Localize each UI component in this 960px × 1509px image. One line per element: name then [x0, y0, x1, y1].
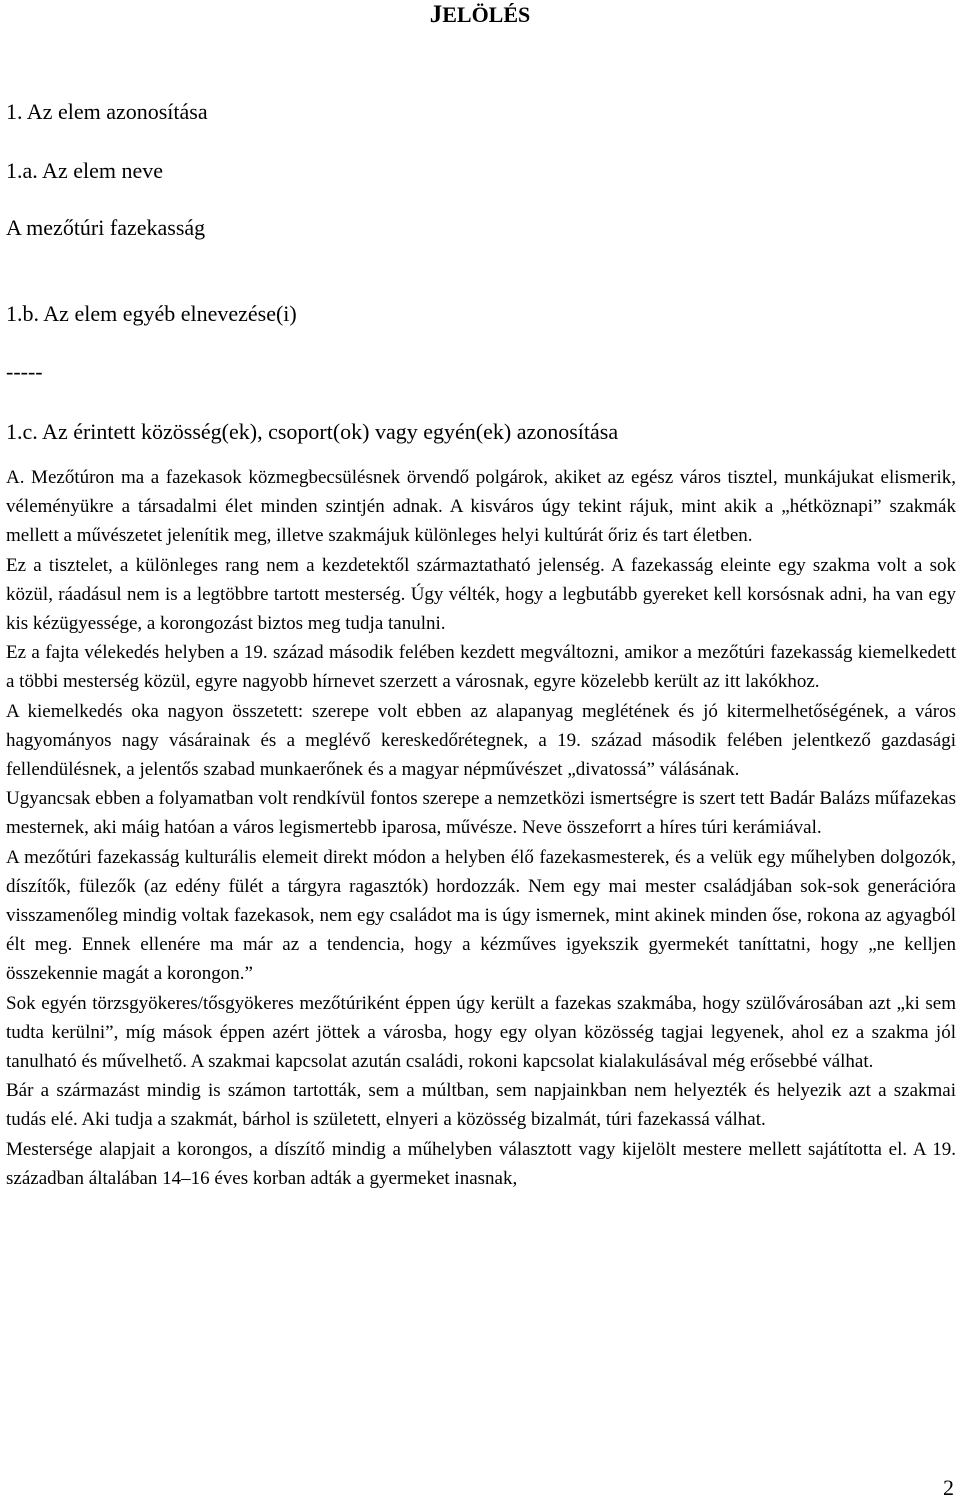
paragraph: A. Mezőtúron ma a fazekasok közmegbecsülésnek örvendő polgárok, akiket az egész város tisztel, munkájukat elismerik, véleményükre a társadalmi élet minden szintjén adnak. A kisváros úgy tekint rájuk, mint akik a „hétköznapi” szakmák mellett a művészetet jelenítik meg, illetve szakmájuk különleges helyi kultúrát őriz és tart életben.: [6, 467, 956, 547]
section-heading-1a: 1.a. Az elem neve: [6, 158, 163, 183]
page-number: 2: [943, 1475, 954, 1500]
element-name: A mezőtúri fazekasság: [6, 215, 206, 240]
paragraph: Ez a fajta vélekedés helyben a 19. század második felében kezdett megváltozni, amikor a mezőtúri fazekasság kiemelkedett a többi mesterség közül, egyre nagyobb hírnevet szerzett a városnak, egyre közelebb került az itt lakókhoz.: [6, 642, 956, 693]
section-heading-1c: 1.c. Az érintett közösség(ek), csoport(ok) vagy egyén(ek) azonosítása: [6, 419, 619, 444]
paragraph: Ugyancsak ebben a folyamatban volt rendkívül fontos szerepe a nemzetközi ismertségre is szert tett Badár Balázs műfazekas mesternek, aki máig hatóan a város legismertebb iparosa, művésze. Neve összeforrt a híres túri kerámiával.: [6, 788, 956, 839]
paragraph: Sok egyén törzsgyökeres/tősgyökeres mezőtúriként éppen úgy került a fazekas szakmába, hogy szülővárosában azt „ki sem tudta kerülni”, míg mások éppen azért jöttek a városba, hogy egy olyan közösség tagjai legyenek, ahol ez a szakma jól tanulható és művelhető. A szakmai kapcsolat azután családi, rokoni kapcsolat kialakulásával még erősebbé válhat.: [6, 992, 956, 1073]
title-rest: ELÖLÉS: [442, 2, 531, 27]
section-heading-1b: 1.b. Az elem egyéb elnevezése(i): [6, 301, 297, 326]
title-initial: J: [429, 1, 443, 28]
paragraph: A kiemelkedés oka nagyon összetett: szerepe volt ebben az alapanyag meglétének és jó kitermelhetőségének, a város hagyományos nagy vásárainak és a meglévő kereskedőrétegnek, a 19. század második felében jelentkező gazdasági fellendülésnek, a jelentős szabad munkaerőnek és a magyar népművészet „divatossá” válásának.: [6, 700, 956, 781]
paragraph: Mestersége alapjait a korongos, a díszítő mindig a műhelyben választott vagy kijelölt mestere mellett sajátította el. A 19. században általában 14–16 éves korban adták a gyermeket inasnak,: [6, 1138, 956, 1189]
paragraph: Ez a tisztelet, a különleges rang nem a kezdetektől származtatható jelenség. A fazekasság eleinte egy szakma volt a sok közül, ráadásul nem is a legtöbbre tartott mesterség. Úgy vélték, hogy a legbutább gyereket kell korsósnak adni, ha van egy kis kézügyessége, a korongozást biztos meg tudja tanulni.: [6, 554, 956, 635]
document-title: [0, 0, 960, 30]
other-names-value: -----: [6, 359, 43, 384]
body-text: [6, 463, 956, 1193]
section-heading-1: 1. Az elem azonosítása: [6, 99, 208, 124]
paragraph: A mezőtúri fazekasság kulturális elemeit direkt módon a helyben élő fazekasmesterek, és a velük egy műhelyben dolgozók, díszítők, fülezők (az edény fülét a tárgyra ragasztók) hordozzák. Nem egy mai mester családjában sok-sok generációra visszamenőleg mindig voltak fazekasok, nem egy családot ma is úgy ismernek, mint akinek minden őse, rokona az agyagból élt meg. Ennek ellenére ma már az a tendencia, hogy a kézműves igyekszik gyermekét taníttatni, hogy „ne kelljen összekennie magát a korongon.”: [6, 846, 956, 985]
paragraph: Bár a származást mindig is számon tartották, sem a múltban, sem napjainkban nem helyezték és helyezik azt a szakmai tudás elé. Aki tudja a szakmát, bárhol is született, elnyeri a közösség bizalmát, túri fazekassá válhat.: [6, 1080, 956, 1131]
